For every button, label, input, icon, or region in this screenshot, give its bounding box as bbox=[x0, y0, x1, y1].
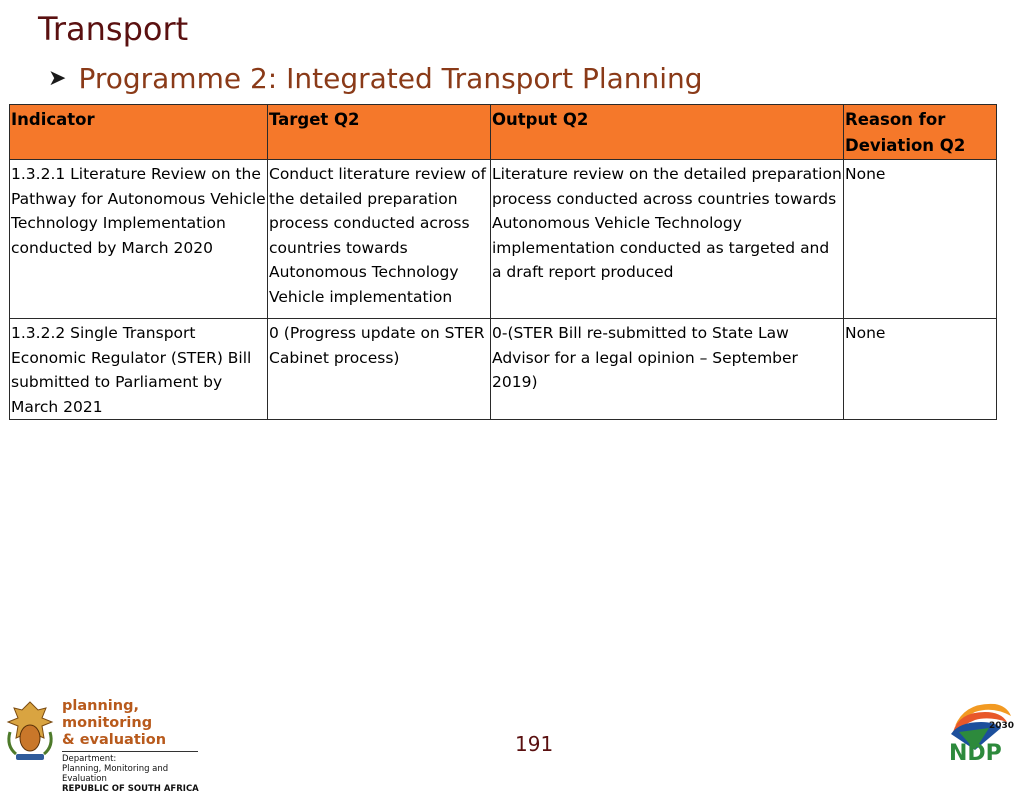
cell-reason: None bbox=[844, 319, 997, 420]
dpme-logo bbox=[2, 698, 202, 794]
section-subtitle bbox=[48, 62, 703, 95]
dpme-line1: planning, monitoring bbox=[62, 698, 153, 731]
cell-indicator: 1.3.2.1 Literature Review on the Pathway for Autonomous Vehicle Technology Implementation conducted by March 2020 bbox=[10, 160, 268, 319]
cell-reason: None bbox=[844, 160, 997, 319]
header-indicator: Indicator bbox=[10, 105, 268, 160]
ndp-2030-logo-icon bbox=[945, 698, 1015, 766]
table-header-row bbox=[10, 105, 997, 160]
cell-output: Literature review on the detailed preparation process conducted across countries towards Autonomous Vehicle Technology implementation conducted as targeted and a draft report produced bbox=[491, 160, 844, 319]
page-title: Transport bbox=[38, 10, 189, 48]
dpme-dept-name: Planning, Monitoring and Evaluation bbox=[62, 764, 169, 784]
divider bbox=[62, 751, 198, 752]
cell-output: 0-(STER Bill re-submitted to State Law Advisor for a legal opinion – September 2019) bbox=[491, 319, 844, 420]
cell-target: 0 (Progress update on STER Cabinet process) bbox=[268, 319, 491, 420]
cell-indicator: 1.3.2.2 Single Transport Economic Regulator (STER) Bill submitted to Parliament by March 2021 bbox=[10, 319, 268, 420]
header-output-q2: Output Q2 bbox=[491, 105, 844, 160]
dpme-country: REPUBLIC OF SOUTH AFRICA bbox=[62, 784, 199, 794]
table-row bbox=[10, 319, 997, 420]
svg-text:NDP: NDP bbox=[949, 741, 1002, 766]
arrow-bullet-icon: ➤ bbox=[48, 66, 67, 91]
subtitle-text: Programme 2: Integrated Transport Planning bbox=[78, 62, 703, 95]
svg-text:2030: 2030 bbox=[989, 721, 1015, 731]
header-reason-for-deviation: Reason for Deviation Q2 bbox=[844, 105, 997, 160]
table-row bbox=[10, 160, 997, 319]
dpme-dept-label: Department: bbox=[62, 754, 117, 764]
indicator-table bbox=[9, 104, 997, 420]
dpme-line2: & evaluation bbox=[62, 732, 167, 748]
header-target-q2: Target Q2 bbox=[268, 105, 491, 160]
dpme-text-block bbox=[62, 698, 202, 794]
coat-of-arms-icon bbox=[2, 698, 58, 764]
cell-target: Conduct literature review of the detailed preparation process conducted across countries towards Autonomous Technology Vehicle implementation bbox=[268, 160, 491, 319]
page-number: 191 bbox=[515, 732, 554, 756]
